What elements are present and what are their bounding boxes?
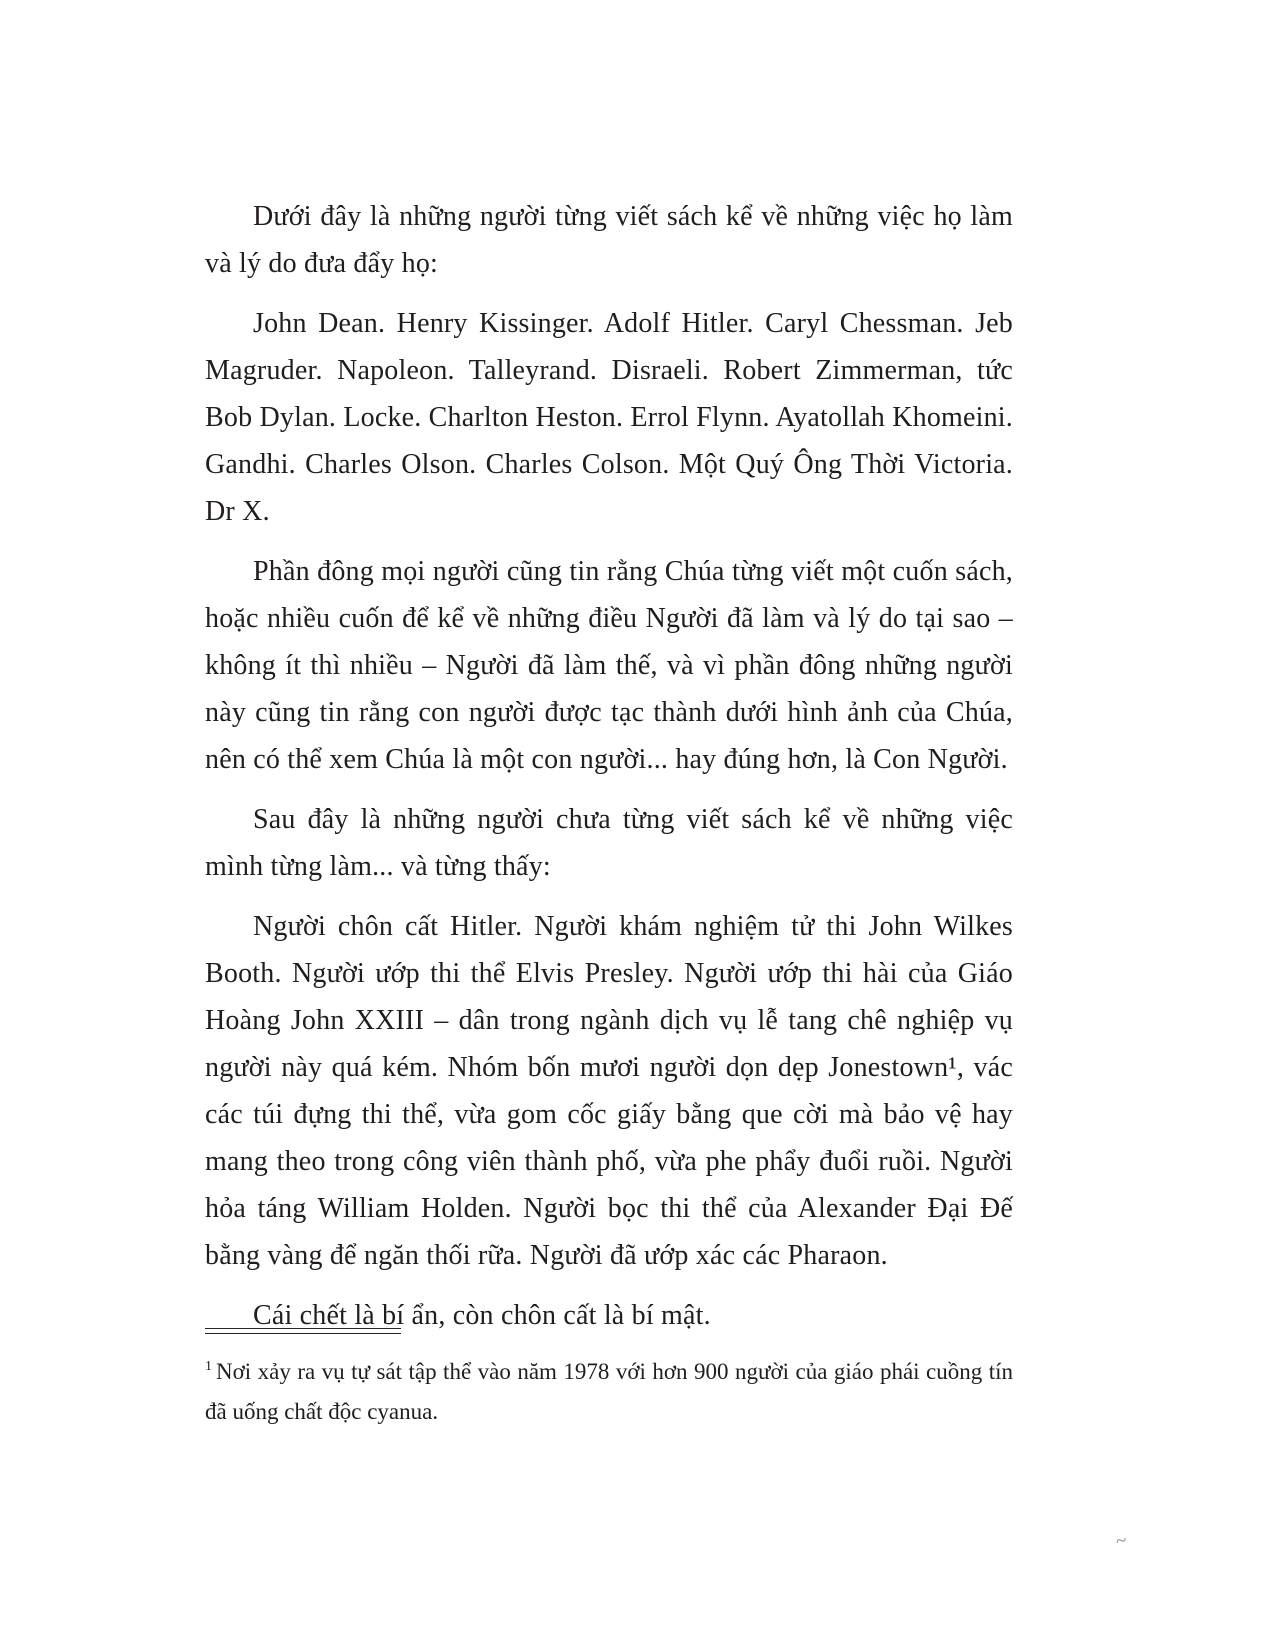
footnote-marker: 1 [205, 1359, 212, 1375]
footnote-area [205, 1328, 1013, 1432]
paragraph-nonwriters-list: Người chôn cất Hitler. Người khám nghiệm tử thi John Wilkes Booth. Người ướp thi thể Elvis Presley. Người ướp thi hài của Giáo Hoàng John XXIII – dân trong ngành dịch vụ lễ tang chê nghiệp vụ người này quá kém. Nhóm bốn mươi người dọn dẹp Jonestown¹, vác các túi đựng thi thể, vừa gom cốc giấy bằng que cời mà bảo vệ hay mang theo trong công viên thành phố, vừa phe phẩy đuổi ruồi. Người hỏa táng William Holden. Người bọc thi thể của Alexander Đại Đế bằng vàng để ngăn thối rữa. Người đã ướp xác các Pharaon. [205, 911, 1013, 1271]
footnote-text: Nơi xảy ra vụ tự sát tập thể vào năm 1978 với hơn 900 người của giáo phái cuồng tín đã uống chất độc cyanua. [205, 1359, 1013, 1424]
footnote-divider [205, 1328, 401, 1334]
paragraph-god-book: Phần đông mọi người cũng tin rằng Chúa từng viết một cuốn sách, hoặc nhiều cuốn để kể về những điều Người đã làm và lý do tại sao – không ít thì nhiều – Người đã làm thế, và vì phần đông những người này cũng tin rằng con người được tạc thành dưới hình ảnh của Chúa, nên có thể xem Chúa là một con người... hay đúng hơn, là Con Người. [205, 556, 1013, 775]
paragraph-writers-list: John Dean. Henry Kissinger. Adolf Hitler. Caryl Chessman. Jeb Magruder. Napoleon. Talleyrand. Disraeli. Robert Zimmerman, tức Bob Dylan. Locke. Charlton Heston. Errol Flynn. Ayatollah Khomeini. Gandhi. Charles Olson. Charles Colson. Một Quý Ông Thời Victoria. Dr X. [205, 308, 1013, 527]
text-block [205, 193, 1013, 1352]
paragraph-intro-nonwriters: Sau đây là những người chưa từng viết sách kể về những việc mình từng làm... và từng thấy: [205, 804, 1013, 882]
paragraph-intro-writers: Dưới đây là những người từng viết sách kể về những việc họ làm và lý do đưa đẩy họ: [205, 201, 1013, 279]
page-corner-artifact: ~ [1113, 1529, 1130, 1553]
paragraph-death-secret: Cái chết là bí ẩn, còn chôn cất là bí mật. [253, 1300, 711, 1331]
footnote [205, 1352, 1013, 1432]
